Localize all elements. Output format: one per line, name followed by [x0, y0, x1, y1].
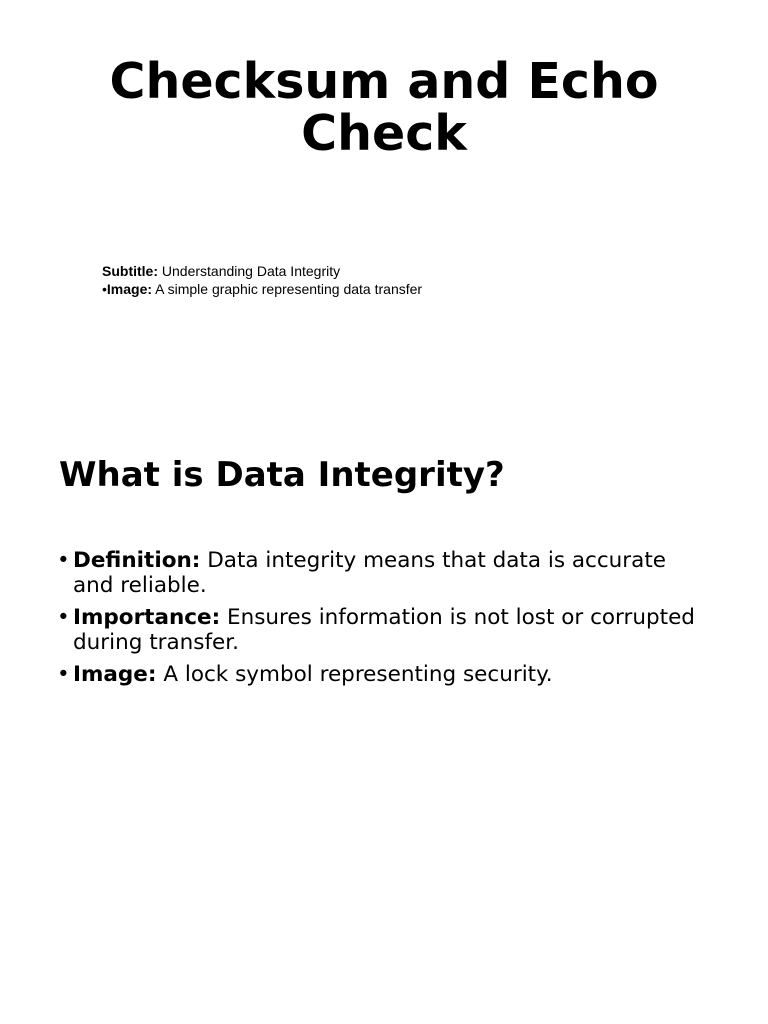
- slide-title: Checksum and Echo Check: [109, 53, 659, 162]
- image-note-text: A simple graphic representing data transfer: [152, 280, 423, 297]
- bullet-item-image: [57, 663, 707, 688]
- bullet-mark: •: [57, 662, 70, 687]
- image-note-line: [102, 281, 422, 299]
- subtitle-text: Understanding Data Integrity: [158, 263, 341, 279]
- bullet-label: Image:: [73, 662, 157, 687]
- bullet-item-importance: [57, 606, 707, 655]
- bullet-label: Importance:: [73, 605, 221, 630]
- bullet-mark: •: [57, 605, 70, 630]
- bullet-text: Data integrity means that data is accurate and reliable.: [73, 548, 666, 598]
- bullet-mark: •: [57, 548, 70, 573]
- subtitle-label: Subtitle:: [102, 263, 158, 279]
- bullet-text: Ensures information is not lost or corrupted during transfer.: [73, 605, 695, 655]
- content-slide: [0, 430, 768, 810]
- bullet-text: A lock symbol representing security.: [156, 662, 553, 687]
- image-note-label: Image:: [106, 280, 153, 297]
- bullet-item-definition: [57, 549, 707, 598]
- subtitle-block: [102, 263, 422, 298]
- bullet-list: [57, 549, 707, 696]
- subtitle-line: [102, 263, 422, 281]
- bullet-label: Definition:: [73, 548, 201, 573]
- image-note-bullet: •: [102, 280, 107, 297]
- title-slide: [0, 0, 768, 384]
- section-heading: What is Data Integrity?: [59, 455, 505, 495]
